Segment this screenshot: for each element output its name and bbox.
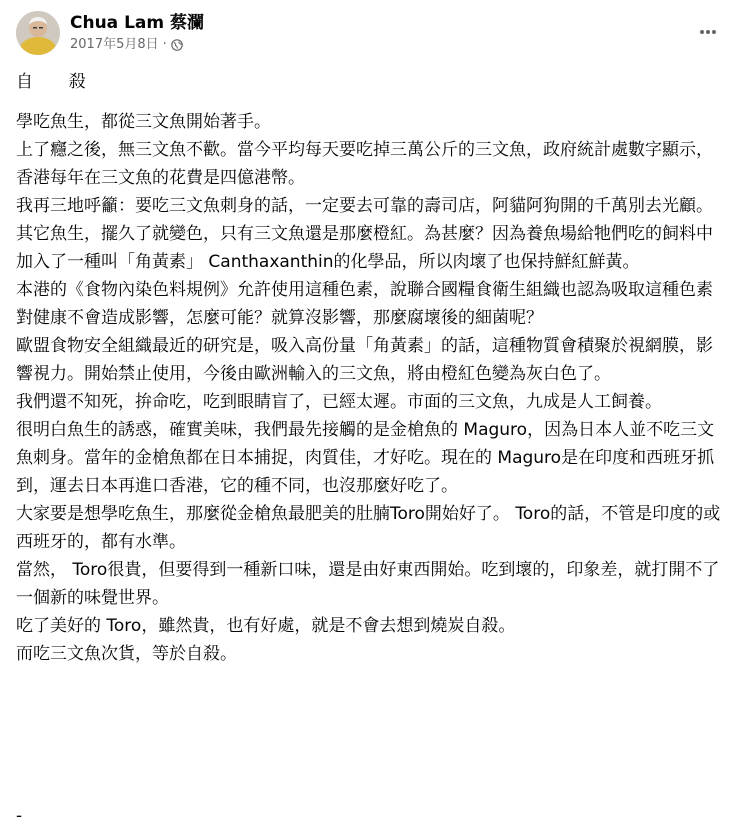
paragraph: 而吃三文魚次貨，等於自殺。 xyxy=(16,644,237,664)
paragraph: 很明白魚生的誘惑，確實美味，我們最先接觸的是金槍魚的 Maguro，因為日本人並不吃三文魚刺身。當年的金槍魚都在日本捕捉，肉質佳，才好吃。現在的 Maguro是在印度和西班牙抓到，運去日本再進口香港，它的種不同，也沒那麼好吃了。 xyxy=(16,420,715,496)
paragraph: 大家要是想學吃魚生，那麼從金槍魚最肥美的肚腩Toro開始好了。 Toro的話，不管是印度的或西班牙的，都有水準。 xyxy=(16,504,721,552)
paragraph: 我再三地呼籲：要吃三文魚刺身的話，一定要去可靠的壽司店，阿貓阿狗開的千萬別去光顧。其它魚生，擺久了就變色，只有三文魚還是那麼橙紅。為甚麼？因為養魚場給牠們吃的飼料中加入了一種叫「角黃素」 Canthaxanthin的化學品，所以肉壞了也保持鮮紅鮮黃。 xyxy=(16,196,713,272)
paragraph: 本港的《食物內染色料規例》允許使用這種色素，說聯合國糧食衛生組織也認為吸取這種色素對健康不會造成影響，怎麼可能？就算沒影響，那麼腐壞後的細菌呢？ xyxy=(16,280,713,328)
post-header xyxy=(16,10,204,56)
paragraph: 我們還不知死，拚命吃，吃到眼睛盲了，已經太遲。市面的三文魚，九成是人工飼養。 xyxy=(16,392,662,412)
more-options-button[interactable] xyxy=(690,14,726,50)
post-subline xyxy=(70,36,204,54)
separator-dot: · xyxy=(162,37,167,52)
paragraph: 學吃魚生，都從三文魚開始著手。 xyxy=(16,112,271,132)
globe-icon xyxy=(171,39,183,51)
avatar[interactable] xyxy=(16,11,60,55)
post-body xyxy=(16,68,728,668)
paragraph: 上了癮之後，無三文魚不歡。當今平均每天要吃掉三萬公斤的三文魚，政府統計處數字顯示，香港每年在三文魚的花費是四億港幣。 xyxy=(16,140,713,188)
more-horizontal-icon xyxy=(698,22,718,42)
author-name[interactable]: Chua Lam 蔡瀾 xyxy=(70,13,205,33)
post-meta xyxy=(70,12,204,54)
paragraph: 當然， Toro很貴，但要得到一種新口味，還是由好東西開始。吃到壞的，印象差，就打開不了一個新的味覺世界。 xyxy=(16,560,720,608)
paragraph: 歐盟食物安全組織最近的研究是，吸入高份量「角黃素」的話，這種物質會積聚於視網膜，影響視力。開始禁止使用，今後由歐洲輸入的三文魚，將由橙紅色變為灰白色了。 xyxy=(16,336,713,384)
trailing-dash: - xyxy=(16,806,23,826)
paragraph: 吃了美好的 Toro，雖然貴，也有好處，就是不會去想到燒炭自殺。 xyxy=(16,616,516,636)
post-title: 自 殺 xyxy=(16,72,96,92)
post-date[interactable]: 2017年5月8日 xyxy=(70,37,159,52)
avatar-image xyxy=(16,11,60,55)
